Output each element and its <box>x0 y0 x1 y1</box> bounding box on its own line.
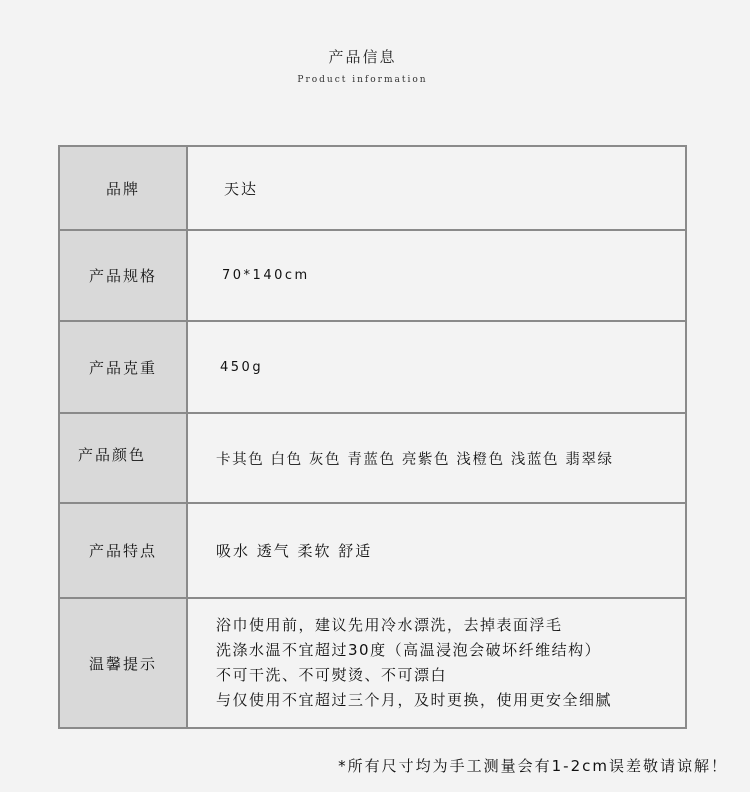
row-label: 温馨提示 <box>60 599 188 727</box>
section-header <box>0 46 725 85</box>
row-value: 70*140cm <box>222 268 310 283</box>
row-value: 吸水 透气 柔软 舒适 <box>216 542 373 560</box>
row-label: 产品特点 <box>60 504 188 597</box>
row-label: 产品规格 <box>60 231 188 320</box>
table-row-brand <box>60 147 685 231</box>
table-row-color <box>60 414 685 504</box>
section-subtitle: Product information <box>297 75 428 85</box>
tip-line: 浴巾使用前，建议先用冷水漂洗，去掉表面浮毛 <box>216 616 563 634</box>
row-label: 产品颜色 <box>60 414 188 502</box>
table-row-spec <box>60 231 685 322</box>
tip-line: 洗涤水温不宜超过30度（高温浸泡会破坏纤维结构） <box>216 641 602 659</box>
row-value: 天达 <box>224 179 259 198</box>
measurement-note: *所有尺寸均为手工测量会有1-2cm误差敬请谅解！ <box>338 757 728 775</box>
tip-line: 不可干洗、不可熨烫、不可漂白 <box>216 666 448 684</box>
row-value: 卡其色 白色 灰色 青蓝色 亮紫色 浅橙色 浅蓝色 翡翠绿 <box>216 451 614 468</box>
tip-line: 与仅使用不宜超过三个月，及时更换，使用更安全细腻 <box>216 691 613 709</box>
section-title: 产品信息 <box>328 48 397 66</box>
product-info-table <box>58 145 687 729</box>
table-row-weight <box>60 322 685 414</box>
row-value: 450g <box>220 359 264 375</box>
table-row-tips <box>60 599 685 727</box>
table-row-features <box>60 504 685 599</box>
row-label: 品牌 <box>60 147 188 229</box>
tips-list <box>188 599 685 727</box>
row-label: 产品克重 <box>60 322 188 412</box>
